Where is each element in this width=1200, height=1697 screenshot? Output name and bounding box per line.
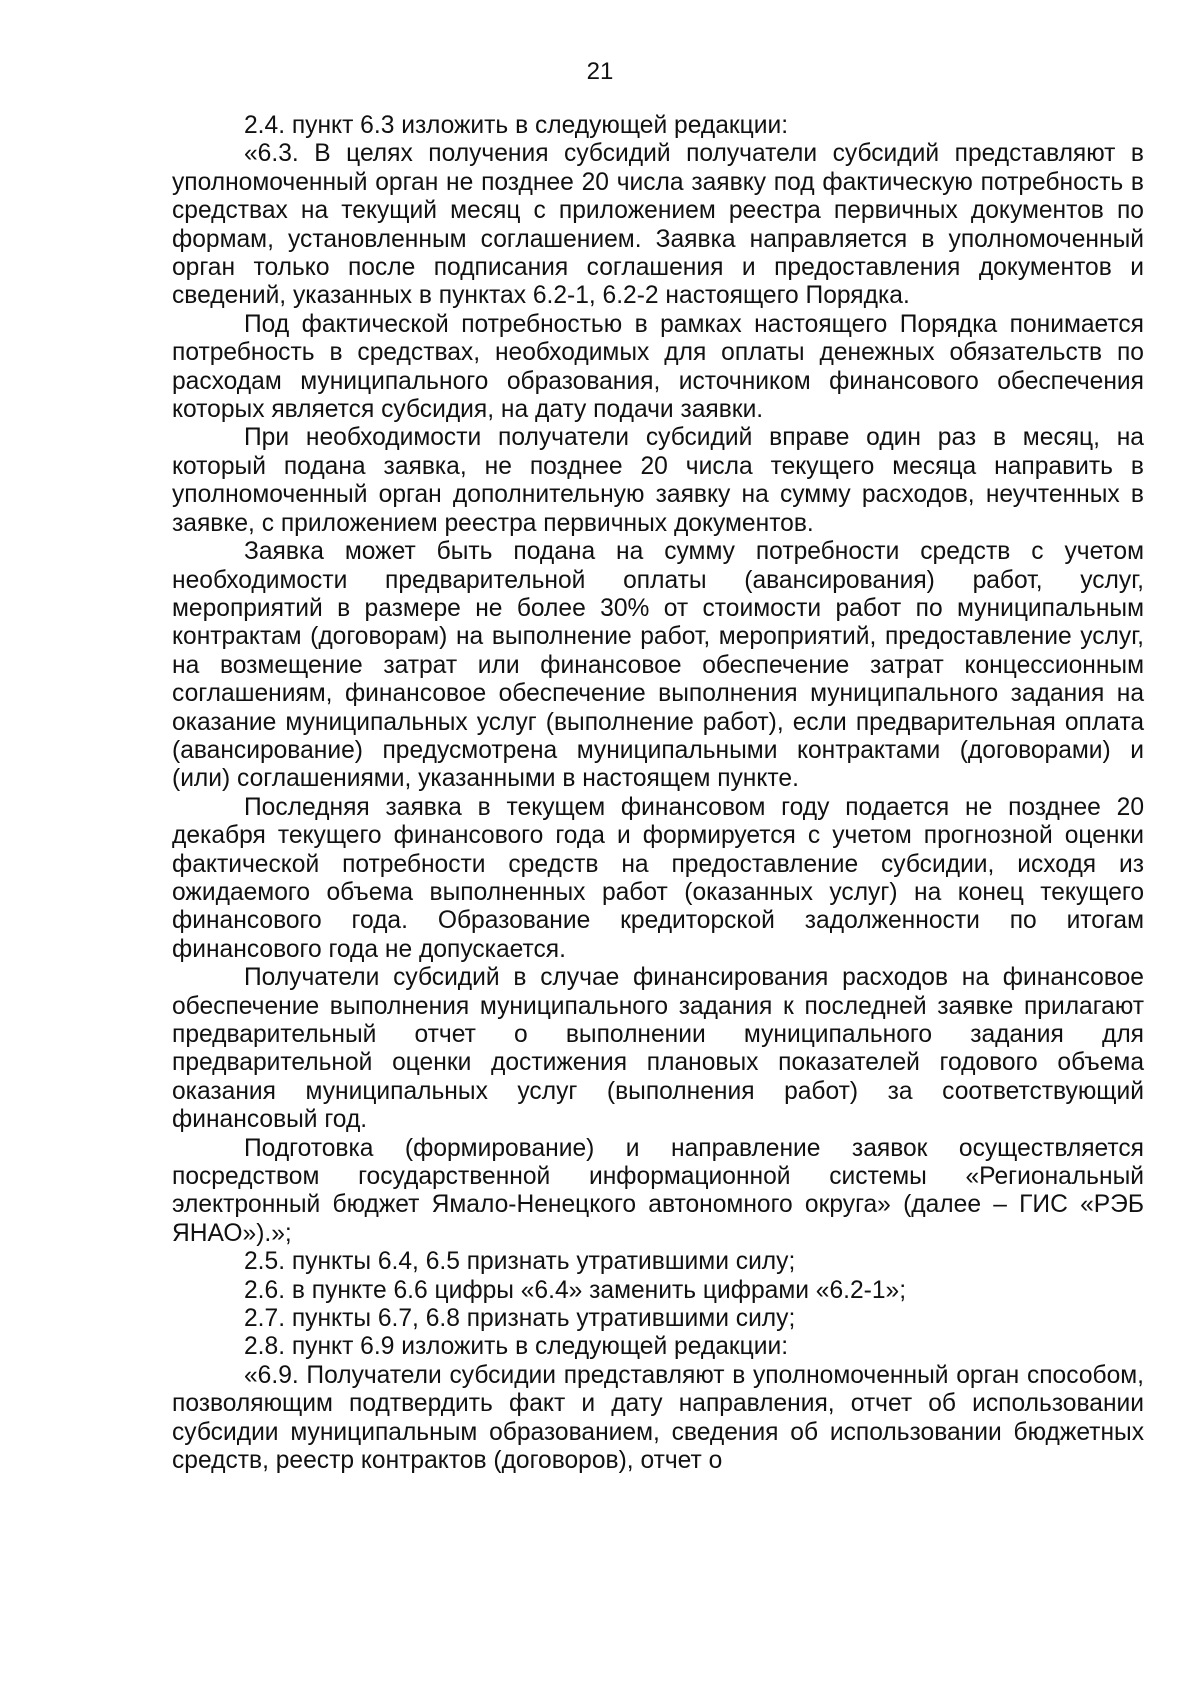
paragraph-6-3-intro: «6.3. В целях получения субсидий получатели субсидий представляют в уполномоченный орган не позднее 20 числа заявку под фактическую потребность в средствах на текущий месяц с приложением реестра первичных документов по формам, установленным соглашением. Заявка направляется в уполномоченный орган только после подписания соглашения и предоставления документов и сведений, указанных в пунктах 6.2-1, 6.2-2 настоящего Порядка. xyxy=(172,140,1144,310)
paragraph-additional-request: При необходимости получатели субсидий вправе один раз в месяц, на который подана заявка, не позднее 20 числа текущего месяца направить в уполномоченный орган дополнительную заявку на сумму расходов, неучтенных в заявке, с приложением реестра первичных документов. xyxy=(172,424,1144,537)
document-body xyxy=(172,112,1144,1476)
paragraph-2-8: 2.8. пункт 6.9 изложить в следующей редакции: xyxy=(244,1333,789,1361)
paragraph-6-9: «6.9. Получатели субсидии представляют в уполномоченный орган способом, позволяющим подтвердить факт и дату направления, отчет об использовании субсидии муниципальным образованием, сведения об использовании бюджетных средств, реестр контрактов (договоров), отчет о xyxy=(172,1361,1144,1475)
paragraph-2-5: 2.5. пункты 6.4, 6.5 признать утратившими силу; xyxy=(244,1248,796,1276)
paragraph-preliminary-report: Получатели субсидий в случае финансирования расходов на финансовое обеспечение выполнения муниципального задания к последней заявке прилагают предварительный отчет о выполнении муниципального задания для предварительной оценки достижения плановых показателей годового объема оказания муниципальных услуг (выполнения работ) за соответствующий финансовый год. xyxy=(172,964,1144,1134)
paragraph-gis-reb: Подготовка (формирование) и направление заявок осуществляется посредством государственной информационной системы «Региональный электронный бюджет Ямало-Ненецкого автономного округа» (далее – ГИС «РЭБ ЯНАО»).»; xyxy=(172,1134,1144,1247)
page-number: 21 xyxy=(586,58,614,85)
paragraph-last-request: Последняя заявка в текущем финансовом году подается не позднее 20 декабря текущего финансового года и формируется с учетом прогнозной оценки фактической потребности средств на предоставление субсидии, исходя из ожидаемого объема выполненных работ (оказанных услуг) на конец текущего финансового года. Образование кредиторской задолженности по итогам финансового года не допускается. xyxy=(172,793,1144,963)
paragraph-2-4: 2.4. пункт 6.3 изложить в следующей редакции: xyxy=(244,112,789,139)
paragraph-prepayment: Заявка может быть подана на сумму потребности средств с учетом необходимости предварительной оплаты (авансирования) работ, услуг, мероприятий в размере не более 30% от стоимости работ по муниципальным контрактам (договорам) на выполнение работ, мероприятий, предоставление услуг, на возмещение затрат или финансовое обеспечение затрат концессионным соглашениям, финансовое обеспечение выполнения муниципального задания на оказание муниципальных услуг (выполнение работ), если предварительная оплата (авансирование) предусмотрена муниципальными контрактами (договорами) и (или) соглашениями, указанными в настоящем пункте. xyxy=(172,538,1144,793)
paragraph-2-6: 2.6. в пункте 6.6 цифры «6.4» заменить цифрами «6.2-1»; xyxy=(244,1276,907,1304)
paragraph-actual-need: Под фактической потребностью в рамках настоящего Порядка понимается потребность в средствах, необходимых для оплаты денежных обязательств по расходам муниципального образования, источником финансового обеспечения которых является субсидия, на дату подачи заявки. xyxy=(172,310,1144,424)
paragraph-2-7: 2.7. пункты 6.7, 6.8 признать утратившими силу; xyxy=(244,1305,796,1333)
